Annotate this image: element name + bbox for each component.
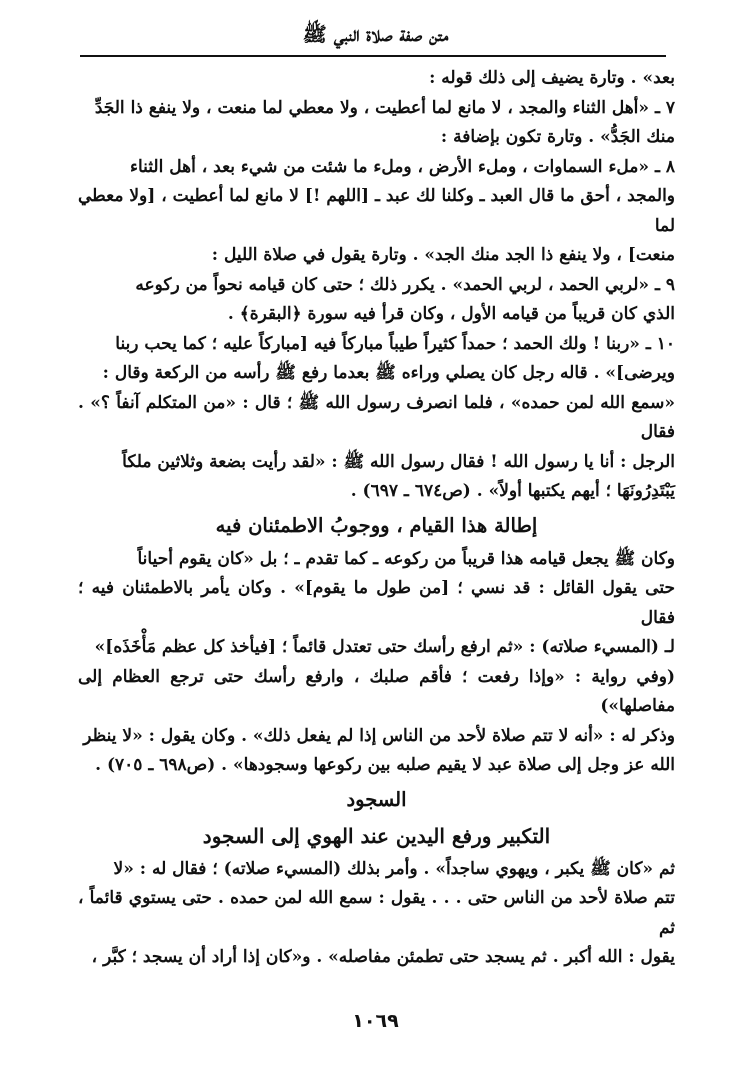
page-number: ١٠٦٩	[352, 1010, 399, 1032]
paragraph-7: ٧ ـ «أهل الثناء والمجد ، لا مانع لما أعطيت ، ولا معطي لما منعت ، ولا ينفع ذا الجَدِّ منك الجَدُّ» . وتارة تكون بإضافة :	[94, 97, 675, 147]
paragraph-standing: وكان ﷺ يجعل قيامه هذا قريباً من ركوعه ـ كما تقدم ـ ؛ بل «كان يقوم أحياناً حتى يقول القائل : قد نسي ؛ [من طول ما يقوم]» . وكان يأمر بالاطمئنان فيه ؛ فقال لـ (المسيء صلاته) : «ثم ارفع رأسك حتى تعتدل قائماً ؛ [فيأخذ كل عظم مَأْخَذَه]» (وفي رواية : «وإذا رفعت ؛ فأقم صلبك ، وارفع رأسك حتى ترجع العظام إلى مفاصلها») وذكر له : «أنه لا تتم صلاة لأحد من الناس إذا لم يفعل ذلك» . وكان يقول : «لا ينظر الله عز وجل إلى صلاة عبد لا يقيم صلبه بين ركوعها وسجودها» . (ص٦٩٨ ـ ٧٠٥) .	[78, 548, 675, 775]
paragraph-intro: بعد» . وتارة يضيف إلى ذلك قوله :	[429, 68, 675, 88]
paragraph-9: ٩ ـ «لربي الحمد ، لربي الحمد» . يكرر ذلك ؛ حتى كان قيامه نحواً من ركوعه الذي كان قريباً من قيامه الأول ، وكان قرأ فيه سورة ﴿البقرة﴾ .	[135, 274, 675, 324]
paragraph-10: ١٠ ـ «ربنا ! ولك الحمد ؛ حمداً كثيراً طيباً مباركاً فيه [مباركاً عليه ؛ كما يحب ربنا ويرضى]» . قاله رجل كان يصلي وراءه ﷺ بعدما رفع ﷺ رأسه من الركعة وقال : «سمع الله لمن حمده» ، فلما انصرف رسول الله ﷺ ؛ قال : «من المتكلم آنفاً ؟» . فقال الرجل : أنا يا رسول الله ! فقال رسول الله ﷺ : «لقد رأيت بضعة وثلاثين ملكاً يَبْتَدِرُونَهَا ؛ أيهم يكتبها أولاً» . (ص٦٧٤ ـ ٦٩٧) .	[78, 333, 675, 501]
section-heading-prostration: السجود	[346, 787, 407, 811]
paragraph-prostration: ثم «كان ﷺ يكبر ، ويهوي ساجداً» . وأمر بذلك (المسيء صلاته) ؛ فقال له : «لا تتم صلاة لأحد من الناس حتى . . . يقول : سمع الله لمن حمده . حتى يستوي قائماً ، ثم يقول : الله أكبر . ثم يسجد حتى تطمئن مفاصله» . و«كان إذا أراد أن يسجد ؛ كبَّر ،	[78, 858, 675, 967]
section-heading-takbir: التكبير ورفع اليدين عند الهوي إلى السجود	[202, 823, 551, 848]
header-divider	[80, 55, 666, 57]
paragraph-8: ٨ ـ «ملء السماوات ، وملء الأرض ، وملء ما شئت من شيء بعد ، أهل الثناء والمجد ، أحق ما قال العبد ـ وكلنا لك عبد ـ [اللهم !] لا مانع لما أعطيت ، [ولا معطي لما منعت] ، ولا ينفع ذا الجد منك الجد» . وتارة يقول في صلاة الليل :	[78, 156, 675, 265]
page-body	[78, 64, 675, 973]
section-heading-standing: إطالة هذا القيام ، ووجوبُ الاطمئنان فيه	[215, 513, 538, 537]
running-header: متن صفة صلاة النبي ﷺ	[302, 22, 449, 46]
